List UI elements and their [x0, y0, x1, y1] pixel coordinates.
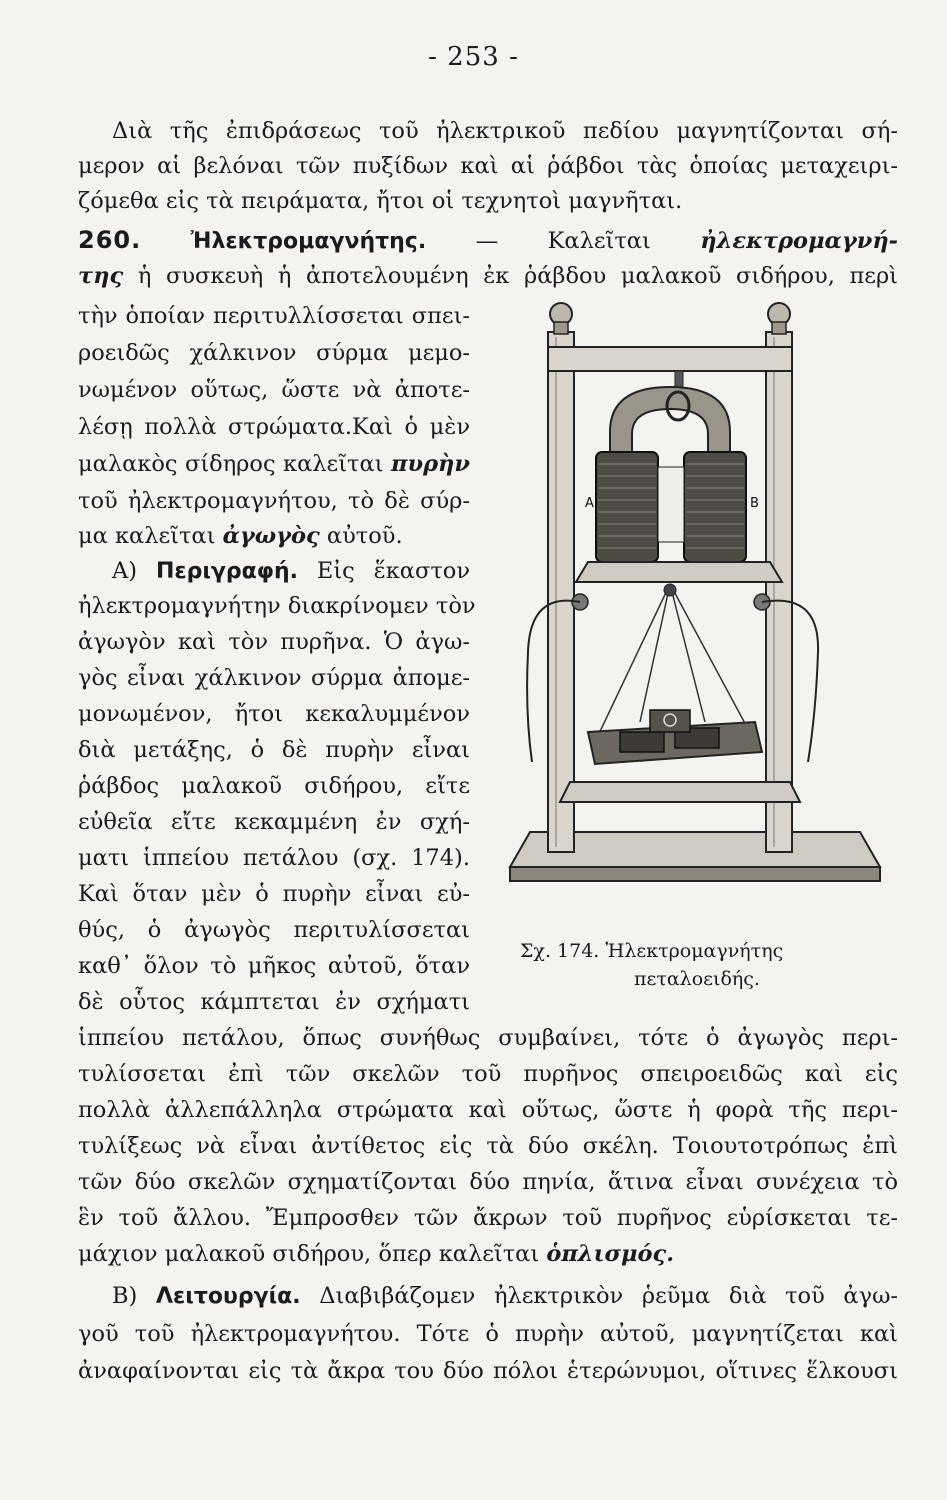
figure-caption-line2: πεταλοειδής. — [634, 968, 760, 990]
text-line: ἓν τοῦ ἄλλου. Ἔμπροσθεν τῶν ἄκρων τοῦ πυρῆνος εὑρίσκεται τε- — [78, 1205, 898, 1231]
text-line: εὐθεῖα εἴτε κεκαμμένη ἐν σχή- — [78, 809, 470, 835]
text-line: ἀναφαίνονται εἰς τὰ ἄκρα του δύο πόλοι ἑτερώνυμοι, οἵτινες ἕλκουσι — [78, 1358, 898, 1384]
text-line: Καὶ ὅταν μὲν ὁ πυρὴν εἶναι εὐ- — [78, 881, 470, 907]
text-line: ζόμεθα εἰς τὰ πειράματα, ἤτοι οἱ τεχνητοὶ μαγνῆται. — [78, 188, 683, 214]
text-line: λέσῃ πολλὰ στρώματα.Καὶ ὁ μὲν — [78, 414, 470, 440]
text-line: ροειδῶς χάλκινον σύρμα μεμο- — [78, 340, 470, 366]
description-title: Περιγραφή. — [155, 559, 298, 584]
text-line: τῶν δύο σκελῶν σχηματίζονται δύο πηνία, ἅτινα εἶναι συνέχεια τὸ — [78, 1169, 898, 1195]
section-dash-text: — Καλεῖται — [475, 228, 651, 254]
text-line: γοῦ τοῦ ἠλεκτρομαγνήτου. Τότε ὁ πυρὴν αὐτοῦ, μαγνητίζεται καὶ — [78, 1321, 898, 1347]
text-span: μα καλεῖται — [78, 523, 216, 549]
term-oplismos: ὁπλισμός. — [546, 1241, 675, 1267]
text-line: τοῦ ἠλεκτρομαγνήτου, τὸ δὲ σύρ- — [78, 488, 470, 514]
pole-label-b: B — [750, 496, 759, 511]
section-heading-line — [78, 224, 898, 258]
text-line: καθ᾿ ὅλον τὸ μῆκος αὐτοῦ, ὅταν — [78, 953, 470, 979]
text-span: αὐτοῦ. — [326, 523, 403, 549]
text-line: διὰ μετάξης, ὁ δὲ πυρὴν εἶναι — [78, 737, 470, 763]
text-line — [78, 448, 470, 480]
text-line: θύς, ὁ ἀγωγὸς περιτυλίσσεται — [78, 917, 470, 943]
text-line — [78, 260, 898, 292]
text-span: μαλακὸς σίδηρος καλεῖται — [78, 451, 384, 477]
function-title: Λειτουργία. — [155, 1284, 301, 1309]
text-line — [78, 1238, 898, 1270]
term-electromagnet: ἠλεκτρομαγνή- — [700, 228, 899, 254]
text-line: πολλὰ ἀλλεπάλληλα στρώματα καὶ οὕτως, ὥστε ἡ φορὰ τῆς περι- — [78, 1097, 898, 1123]
text-line: Διὰ τῆς ἐπιδράσεως τοῦ ἠλεκτρικοῦ πεδίου μαγνητίζονται σή- — [112, 118, 898, 144]
text-line: δὲ οὗτος κάμπτεται ἐν σχήματι — [78, 989, 470, 1015]
figure-caption: Σχ. 174. Ἠλεκτρομαγνήτης — [520, 940, 784, 962]
description-first: Εἰς ἕκαστον — [316, 558, 471, 584]
description-heading-line — [112, 555, 470, 588]
pole-label-a: A — [585, 496, 594, 511]
section-rest-text: ἡ συσκευὴ ἡ ἀποτελουμένη ἐκ ῥάβδου μαλακοῦ σιδήρου, περὶ — [137, 263, 899, 289]
text-line: νωμένον οὕτως, ὥστε νὰ ἀποτε- — [78, 377, 470, 403]
function-label: Β) — [112, 1283, 138, 1309]
term-pyrin: πυρὴν — [391, 451, 471, 477]
term-electromagnet-end: της — [78, 263, 124, 289]
text-line — [78, 520, 470, 552]
text-line: μερον αἱ βελόναι τῶν πυξίδων καὶ αἱ ῥάβδοι τὰς ὁποίας μεταχειρι- — [78, 153, 898, 179]
text-line: ῥάβδος μαλακοῦ σιδήρου, εἴτε — [78, 773, 470, 799]
electromagnet-illustration — [500, 292, 900, 912]
text-line: ἀγωγὸν καὶ τὸν πυρῆνα. Ὁ ἀγω- — [78, 629, 470, 655]
section-title: Ἠλεκτρομαγνήτης. — [190, 229, 427, 254]
text-line: ἠλεκτρομαγνήτην διακρίνομεν τὸν — [78, 593, 476, 619]
text-line: ἱππείου πετάλου, ὅπως συνήθως συμβαίνει, τότε ὁ ἀγωγὸς περι- — [78, 1025, 898, 1051]
text-line: γὸς εἶναι χάλκινον σύρμα ἀπομε- — [78, 665, 470, 691]
text-line: τὴν ὁποίαν περιτυλλίσσεται σπει- — [78, 303, 470, 329]
function-heading-line — [112, 1280, 898, 1313]
description-label: Α) — [112, 558, 138, 584]
page-number: - 253 - — [428, 42, 519, 72]
section-number: 260. — [78, 226, 142, 254]
text-line: μονωμένον, ἤτοι κεκαλυμμένον — [78, 701, 470, 727]
text-line: ματι ἱππείου πετάλου (σχ. 174). — [78, 845, 470, 871]
text-span: μάχιον μαλακοῦ σιδήρου, ὅπερ καλεῖται — [78, 1241, 540, 1267]
text-line: τυλίσσεται ἐπὶ τῶν σκελῶν τοῦ πυρῆνος σπειροειδῶς καὶ εἰς — [78, 1061, 898, 1087]
function-first: Διαβιβάζομεν ἠλεκτρικὸν ῥεῦμα διὰ τοῦ ἀγω- — [319, 1283, 899, 1309]
term-agogos: ἀγωγὸς — [222, 523, 320, 549]
text-line: τυλίξεως νὰ εἶναι ἀντίθετος εἰς τὰ δύο σκέλη. Τοιουτοτρόπως ἐπὶ — [78, 1133, 898, 1159]
